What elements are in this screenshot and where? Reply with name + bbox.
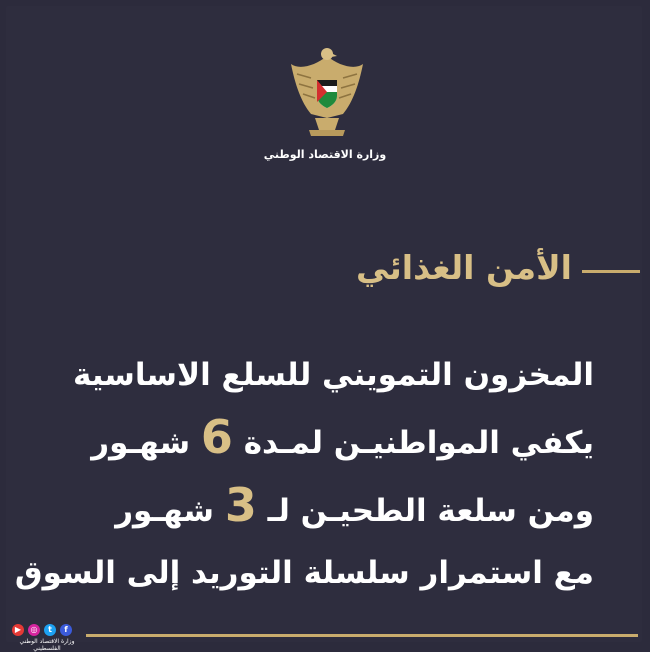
headline-row <box>340 248 640 296</box>
footer-accent-line <box>86 634 638 637</box>
youtube-icon[interactable]: ▶ <box>12 624 24 636</box>
headline-title: الأمن الغذائي <box>356 248 572 287</box>
body-line-4: مع استمرار سلسلة التوريد إلى السوق <box>14 555 594 591</box>
social-links <box>12 624 72 636</box>
ministry-caption: وزارة الاقتصاد الوطني <box>263 148 387 161</box>
body-line-3-suffix: شهـور <box>115 493 215 529</box>
body-text <box>14 344 594 604</box>
twitter-icon[interactable]: t <box>44 624 56 636</box>
footer-caption: وزارة الاقتصاد الوطني الفلسطيني <box>19 638 75 652</box>
facebook-icon[interactable]: f <box>60 624 72 636</box>
headline-accent-line <box>582 270 640 273</box>
body-line-2-suffix: شهـور <box>91 425 191 461</box>
body-line-2-prefix: يكفي المواطنيـن لمـدة <box>243 425 594 461</box>
body-line-1: المخزون التمويني للسلع الاساسية <box>72 357 594 393</box>
months-number-3: 3 <box>224 478 257 532</box>
body-line-2 <box>34 406 594 474</box>
body-line-3 <box>34 474 594 542</box>
body-line-3-prefix: ومن سلعة الطحيـن لـ <box>267 493 594 529</box>
palestinian-eagle-emblem-icon <box>285 44 369 144</box>
instagram-icon[interactable]: ◎ <box>28 624 40 636</box>
months-number-6: 6 <box>200 410 233 464</box>
